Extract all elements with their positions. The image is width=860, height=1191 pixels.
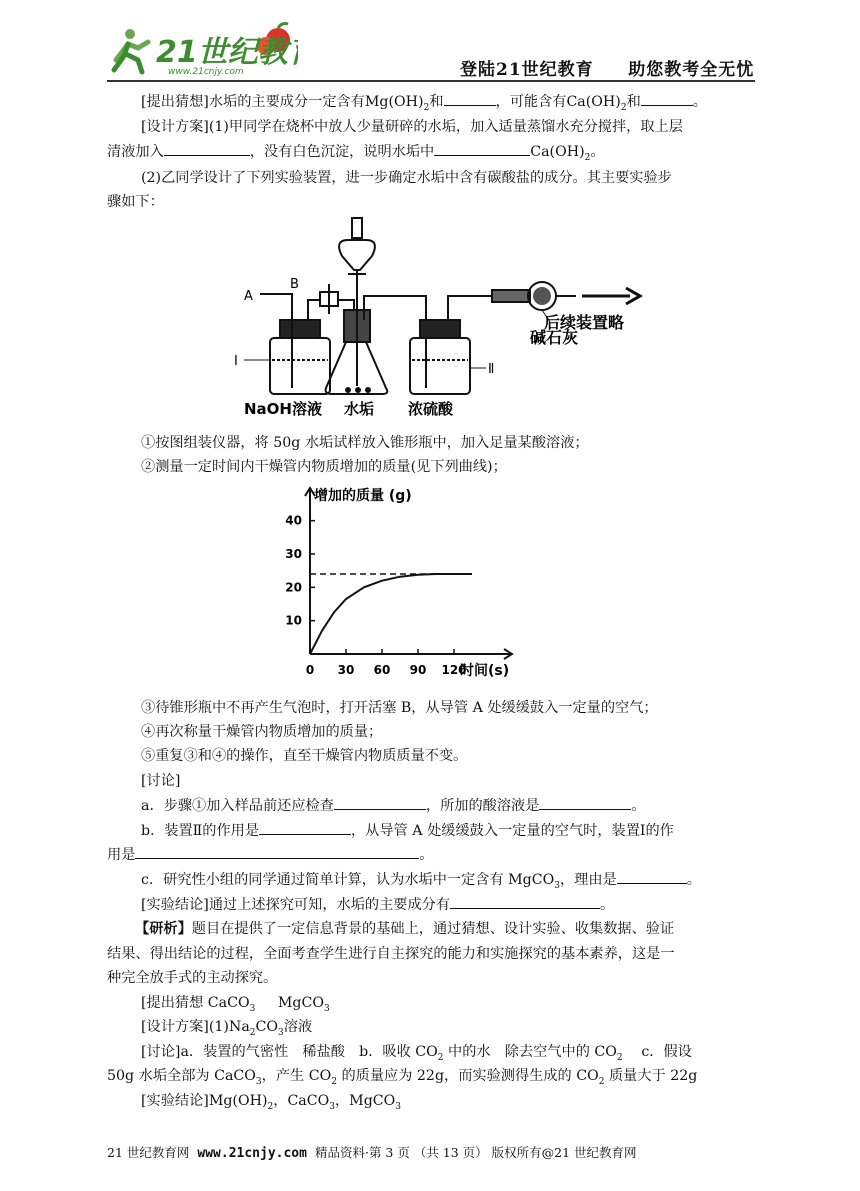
label-scale: 水垢 bbox=[344, 400, 375, 418]
x-tick-label: 120 bbox=[441, 663, 467, 677]
discussion-title: [讨论] bbox=[141, 773, 181, 789]
guess-line: [提出猜想]水垢的主要成分一定含有$Mg(OH)_2$和 ，可能含有$Ca(OH)_2$和 。 bbox=[107, 90, 791, 120]
site-logo[interactable] bbox=[108, 20, 298, 84]
x-tick-label: 90 bbox=[409, 663, 427, 677]
answer-blank bbox=[641, 90, 693, 106]
x-tick-label: 0 bbox=[305, 663, 315, 677]
answer-blank bbox=[334, 794, 426, 810]
y-tick-label: 10 bbox=[285, 613, 302, 628]
logo-url: www.21cnjy.com bbox=[168, 67, 244, 77]
step-5: ⑤重复③和④的操作，直至干燥管内物质质量不变。 bbox=[141, 748, 468, 764]
header-slogan bbox=[460, 55, 754, 80]
design1-line-a: [设计方案](1)甲同学在烧杯中放人少量研碎的水垢，加入适量蒸馏水充分搅拌，取上层 bbox=[141, 119, 683, 135]
discussion-b1: b．装置Ⅱ的作用是 ，从导管 A 处缓缓鼓入一定量的空气时，装置Ⅰ的作 bbox=[107, 819, 791, 843]
label-II: Ⅱ bbox=[488, 362, 495, 377]
answer-blank bbox=[450, 893, 600, 909]
footer-page-info: 精品资料·第 3 页 （共 13 页） 版权所有@21 世纪教育网 bbox=[314, 1145, 637, 1160]
y-tick-label: 30 bbox=[285, 547, 302, 561]
analysis-line-3: 种完全放手式的主动探究。 bbox=[107, 970, 278, 986]
answer-blank bbox=[135, 843, 419, 859]
analysis-line-1: 【研析】题目在提供了一定信息背景的基础上，通过猜想、设计实验、收集数据、验证 bbox=[135, 921, 675, 937]
answer-blank bbox=[444, 90, 496, 106]
answer-blank bbox=[259, 819, 351, 835]
separatory-funnel bbox=[339, 240, 375, 270]
x-tick-label: 60 bbox=[373, 663, 391, 677]
label-h2so4: 浓硫酸 bbox=[408, 400, 454, 418]
y-tick-label: 40 bbox=[285, 513, 302, 528]
bottle-I bbox=[270, 338, 330, 394]
discussion-c: c．研究性小组的同学通过简单计算，认为水垢中一定含有 MgCO$_3$，理由是 。 bbox=[107, 868, 791, 898]
y-tick-label: 20 bbox=[285, 580, 302, 595]
footer-site-name: 21 世纪教育网 bbox=[107, 1145, 190, 1160]
bottle-II bbox=[410, 338, 470, 394]
design1-line-b: 清液加入 ，没有白色沉淀，说明水垢中 $Ca(OH)_2$。 bbox=[107, 140, 757, 170]
x-axis-label: 时间(s) bbox=[460, 663, 510, 679]
answer-blank bbox=[539, 794, 631, 810]
label-soda-lime: 碱石灰 bbox=[530, 328, 579, 347]
logo-graphic bbox=[108, 20, 298, 80]
label-rest: 后续装置略 bbox=[544, 313, 625, 332]
x-tick-label: 30 bbox=[337, 663, 355, 677]
discussion-b2: 用是 。 bbox=[107, 843, 757, 867]
logo-text: 21世纪教 bbox=[156, 35, 288, 70]
discussion-a: a．步骤①加入样品前还应检查 ，所加的酸溶液是 。 bbox=[107, 794, 791, 818]
step-2: ②测量一定时间内干燥管内物质增加的质量(见下列曲线)； bbox=[141, 459, 507, 475]
step-3: ③待锥形瓶中不再产生气泡时，打开活塞 B，从导管 A 处缓缓鼓入一定量的空气； bbox=[141, 700, 658, 716]
conclusion-question: [实验结论]通过上述探究可知，水垢的主要成分有 。 bbox=[107, 893, 791, 917]
header-divider bbox=[107, 80, 755, 82]
answer-conclusion: [实验结论]$Mg(OH)_2$，CaCO$_3$，MgCO$_3$ bbox=[141, 1093, 402, 1112]
y-axis-label: 增加的质量 (g) bbox=[314, 488, 412, 504]
bottle-I-stopper bbox=[280, 320, 320, 338]
answer-blank bbox=[164, 140, 250, 156]
label-naoh: NaOH溶液 bbox=[244, 400, 322, 418]
mass-time-chart bbox=[280, 478, 520, 684]
footer-site-url[interactable]: www.21cnjy.com bbox=[197, 1146, 307, 1161]
answer-blank bbox=[434, 140, 530, 156]
label-B: B bbox=[290, 277, 299, 292]
design2-line-a: (2)乙同学设计了下列实验装置，进一步确定水垢中含有碳酸盐的成分。其主要实验步 bbox=[141, 170, 672, 186]
answer-guess: [提出猜想 CaCO$_3$ MgCO$_3$ bbox=[141, 995, 330, 1014]
analysis-line-2: 结果、得出结论的过程，全面考查学生进行自主探究的能力和实施探究的基本素养，这是一 bbox=[107, 946, 675, 962]
step-1: ①按图组装仪器，将 50g 水垢试样放入锥形瓶中，加入足量某酸溶液； bbox=[141, 435, 589, 451]
design2-line-b: 骤如下： bbox=[107, 194, 164, 210]
page-footer bbox=[107, 1143, 757, 1161]
answer-discussion-2: 50g 水垢全部为 CaCO$_3$，产生 $CO_2$ 的质量应为 22g，而实验测得生成的 $CO_2$ 质量大于 22g bbox=[107, 1068, 698, 1087]
slogan-left: 登陆21世纪教育 bbox=[460, 60, 594, 80]
answer-design: [设计方案]$(1)Na_2CO_3$溶液 bbox=[141, 1019, 313, 1038]
step-4: ④再次称量干燥管内物质增加的质量； bbox=[141, 724, 383, 740]
data-curve bbox=[310, 574, 472, 654]
answer-discussion-1: [讨论]a．装置的气密性 稀盐酸 b．吸收 $CO_2$ 中的水 除去空气中的 $CO_2$ c．假设 bbox=[141, 1044, 692, 1063]
slogan-right: 助您教考全无忧 bbox=[628, 60, 755, 80]
label-I: Ⅰ bbox=[234, 354, 238, 369]
label-A: A bbox=[244, 289, 253, 304]
apparatus-diagram bbox=[230, 210, 650, 418]
answer-blank bbox=[617, 868, 687, 884]
